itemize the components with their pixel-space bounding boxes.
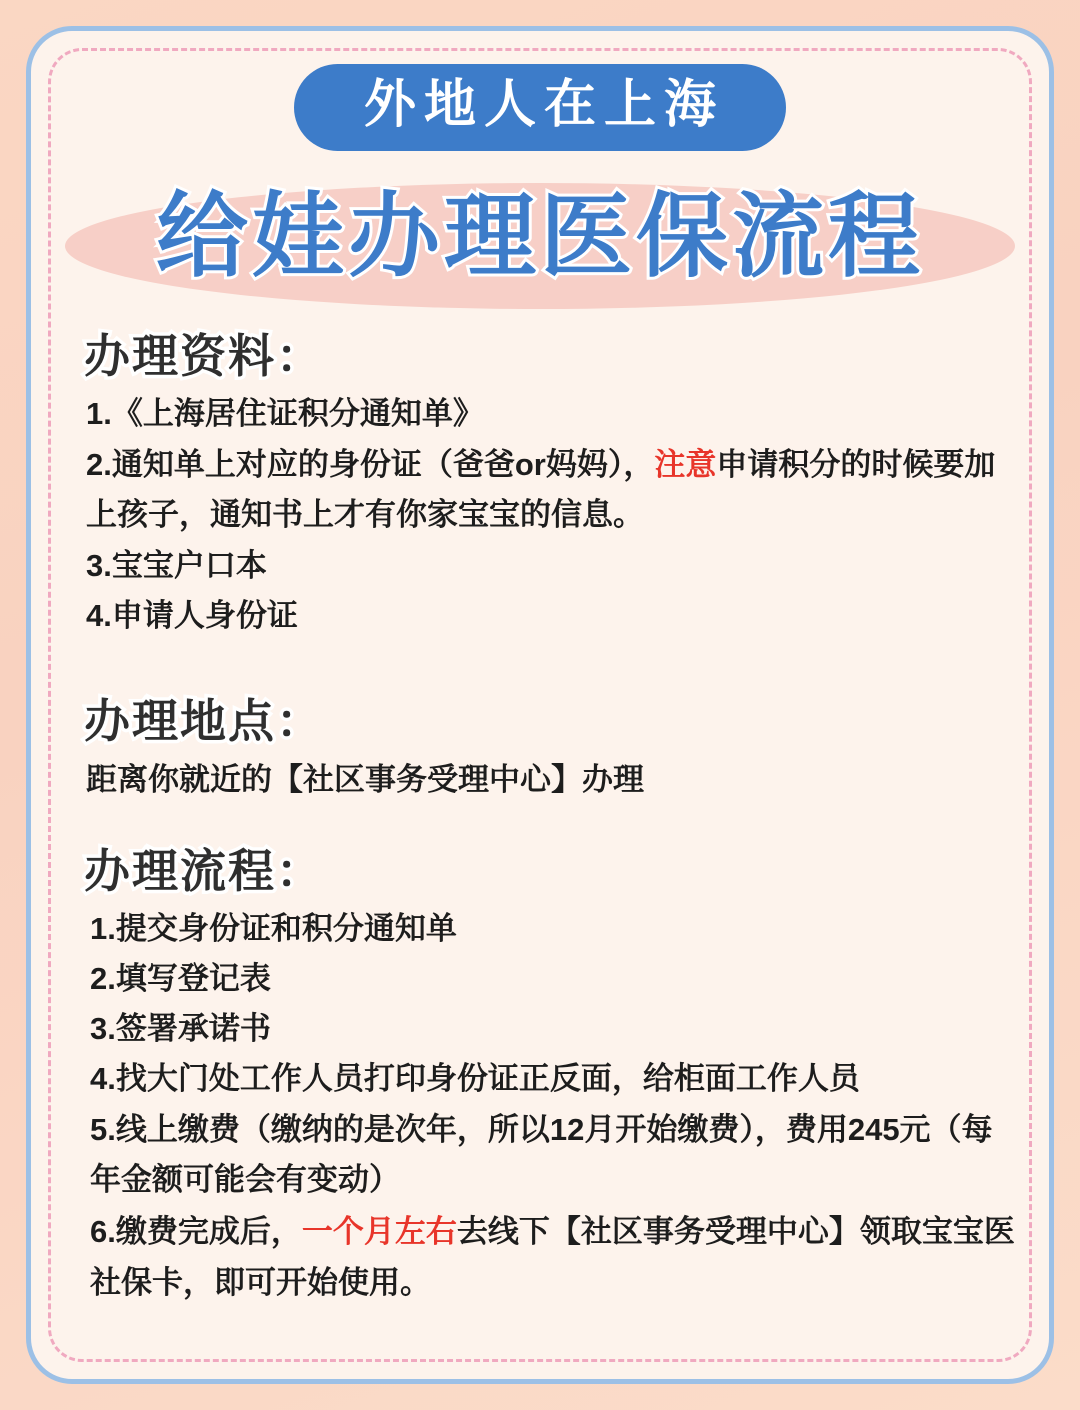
list-item-text: 签署承诺书 xyxy=(115,1010,271,1046)
list-item-text-post: 去线下【社区事务受理中心】领取宝宝医社保卡，即可开始使用。 xyxy=(90,1214,1015,1300)
list-item-text-pre: 通知单上对应的身份证（爸爸or妈妈）， xyxy=(111,446,655,482)
list-item xyxy=(86,592,1018,640)
list-item-text: 线上缴费（缴纳的是次年，所以12月开始缴费），费用245元（每年金额可能会有变动） xyxy=(90,1111,993,1198)
list-item-number: 5. xyxy=(90,1111,116,1147)
list-item-text: 填写登记表 xyxy=(115,960,271,996)
list-item-number: 2. xyxy=(86,446,112,482)
section-heading-location: 办理地点： xyxy=(84,695,324,748)
poster-content xyxy=(62,56,1018,1354)
list-item xyxy=(86,390,1018,438)
list-item-number: 1. xyxy=(86,395,112,431)
list-item-number: 2. xyxy=(90,960,116,996)
section-heading-process: 办理流程： xyxy=(84,844,324,897)
list-item xyxy=(90,1055,1018,1103)
list-item-number: 6. xyxy=(90,1214,116,1250)
list-item-number: 4. xyxy=(90,1060,116,1096)
list-item-text: 《上海居住证积分通知单》 xyxy=(111,395,484,431)
list-item-text: 提交身份证和积分通知单 xyxy=(115,910,457,946)
list-item-text-pre: 缴费完成后， xyxy=(115,1214,302,1250)
list-item-number: 1. xyxy=(90,910,116,946)
list-item xyxy=(90,955,1018,1003)
list-item xyxy=(90,1105,1018,1205)
page-title: 给娃办理医保流程 xyxy=(155,185,924,288)
headline-container xyxy=(62,169,1018,319)
list-item xyxy=(90,1005,1018,1053)
list-item-text: 宝宝户口本 xyxy=(111,548,267,584)
location-text-post: 办理 xyxy=(582,761,644,797)
list-item-number: 3. xyxy=(86,548,112,584)
list-item-highlight: 注意 xyxy=(654,446,717,482)
list-item xyxy=(90,905,1018,953)
badge-label: 外地人在上海 xyxy=(294,64,786,151)
list-item xyxy=(86,542,1018,590)
list-item-text-post: 申请积分的时候要加上孩子，通知书上才有你家宝宝的信息。 xyxy=(86,446,996,533)
location-place: 【社区事务受理中心】 xyxy=(272,761,582,797)
location-line xyxy=(86,756,1018,804)
badge-container xyxy=(62,64,1018,151)
list-item-number: 4. xyxy=(86,598,112,634)
location-text-pre: 距离你就近的 xyxy=(86,761,272,797)
list-item-highlight: 一个月左右 xyxy=(301,1214,457,1250)
section-heading-materials: 办理资料： xyxy=(84,329,324,382)
list-item-number: 3. xyxy=(90,1010,116,1046)
list-item xyxy=(90,1207,1018,1307)
list-item-text: 申请人身份证 xyxy=(111,598,298,634)
list-item-text: 找大门处工作人员打印身份证正反面，给柜面工作人员 xyxy=(115,1060,860,1096)
list-item xyxy=(86,440,1018,540)
